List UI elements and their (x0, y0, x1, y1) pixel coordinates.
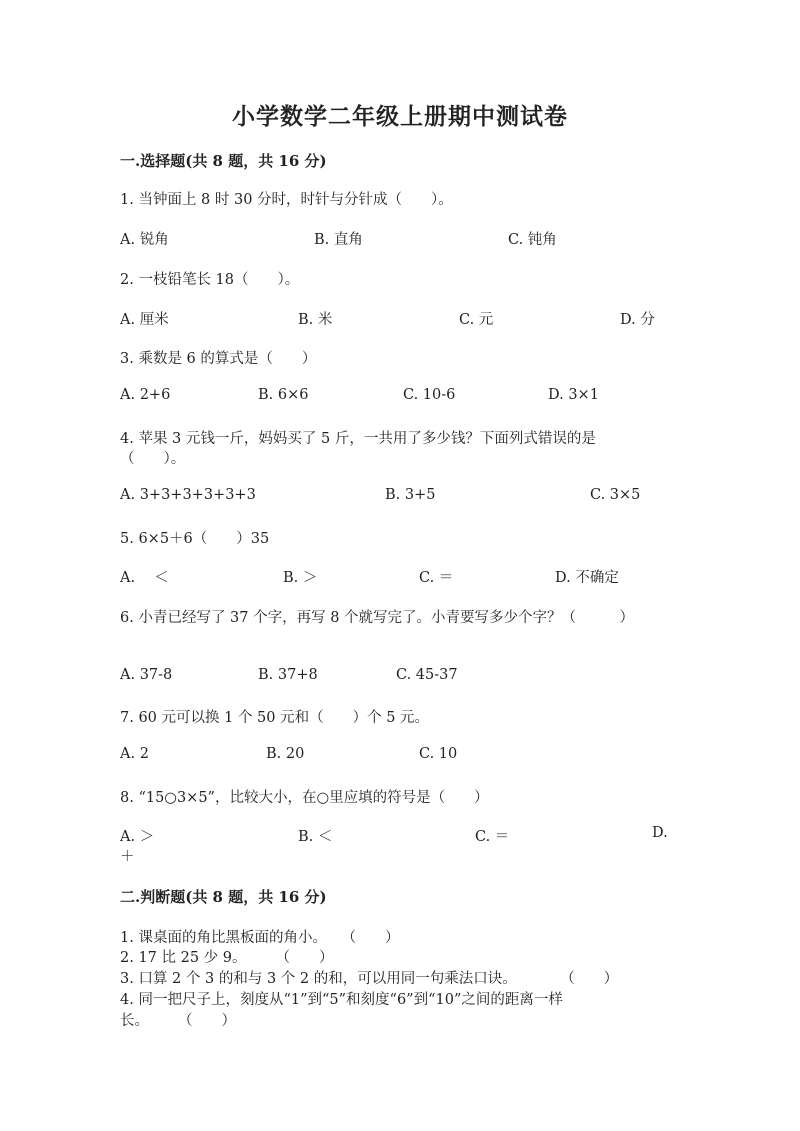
q5-option-b: B. ＞ (283, 570, 318, 586)
judgment-item-4-continued: 长。 （ ） (120, 1013, 236, 1029)
q7-option-a: A. 2 (120, 746, 149, 762)
judgment-item-2: 2. 17 比 25 少 9。 （ ） (120, 950, 334, 966)
q3-option-a: A. 2+6 (120, 387, 171, 403)
q3-option-d: D. 3×1 (548, 387, 599, 403)
q4-option-b: B. 3+5 (385, 487, 436, 503)
q2-option-b: B. 米 (298, 312, 333, 328)
q3-option-b: B. 6×6 (258, 387, 309, 403)
q5-option-c: C. ＝ (419, 570, 454, 586)
q5-option-a: A. ＜ (120, 570, 169, 586)
q6-option-c: C. 45-37 (396, 667, 458, 683)
section-heading-judgment: 二.判断题(共 8 题，共 16 分) (120, 888, 327, 906)
q1-option-b: B. 直角 (314, 232, 363, 248)
q7-option-b: B. 20 (266, 746, 305, 762)
question-1: 1. 当钟面上 8 时 30 分时，时针与分针成（ ）。 (120, 192, 453, 208)
q1-option-c: C. 钝角 (508, 232, 557, 248)
question-6: 6. 小青已经写了 37 个字，再写 8 个就写完了。小青要写多少个字？（ ） (120, 610, 635, 626)
q4-option-c: C. 3×5 (590, 487, 641, 503)
question-7: 7. 60 元可以换 1 个 50 元和（ ）个 5 元。 (120, 710, 430, 726)
judgment-item-3: 3. 口算 2 个 3 的和与 3 个 2 的和，可以用同一句乘法口诀。 （ ） (120, 971, 619, 987)
question-8: 8. “15○3×5”，比较大小，在○里应填的符号是（ ） (120, 790, 489, 806)
q6-option-b: B. 37+8 (258, 667, 318, 683)
question-4-continued: （ ）。 (120, 451, 186, 467)
judgment-item-4: 4. 同一把尺子上，刻度从“1”到“5”和刻度“6”到“10”之间的距离一样 (120, 992, 563, 1008)
q3-option-c: C. 10-6 (403, 387, 456, 403)
q8-option-c: C. ＝ (475, 829, 510, 845)
question-3: 3. 乘数是 6 的算式是（ ） (120, 351, 317, 367)
q8-option-a: A. ＞ (120, 829, 155, 845)
question-2: 2. 一枝铅笔长 18（ ）。 (120, 272, 300, 288)
page-title: 小学数学二年级上册期中测试卷 (232, 103, 568, 130)
question-4: 4. 苹果 3 元钱一斤，妈妈买了 5 斤，一共用了多少钱？下面列式错误的是 (120, 431, 596, 447)
q8-option-b: B. ＜ (298, 829, 333, 845)
q2-option-d: D. 分 (620, 312, 655, 328)
q5-option-d: D. 不确定 (555, 570, 619, 586)
q6-option-a: A. 37-8 (120, 667, 173, 683)
q7-option-c: C. 10 (419, 746, 458, 762)
judgment-item-1: 1. 课桌面的角比黑板面的角小。 （ ） (120, 930, 400, 946)
q8-option-d: D. (652, 825, 668, 841)
q8-option-d-symbol: ＋ (120, 849, 135, 865)
q4-option-a: A. 3+3+3+3+3+3 (120, 487, 256, 503)
q1-option-a: A. 锐角 (120, 232, 169, 248)
q2-option-a: A. 厘米 (120, 312, 169, 328)
q2-option-c: C. 元 (459, 312, 494, 328)
section-heading-choice: 一.选择题(共 8 题，共 16 分) (120, 152, 327, 170)
question-5: 5. 6×5＋6（ ）35 (120, 531, 270, 547)
